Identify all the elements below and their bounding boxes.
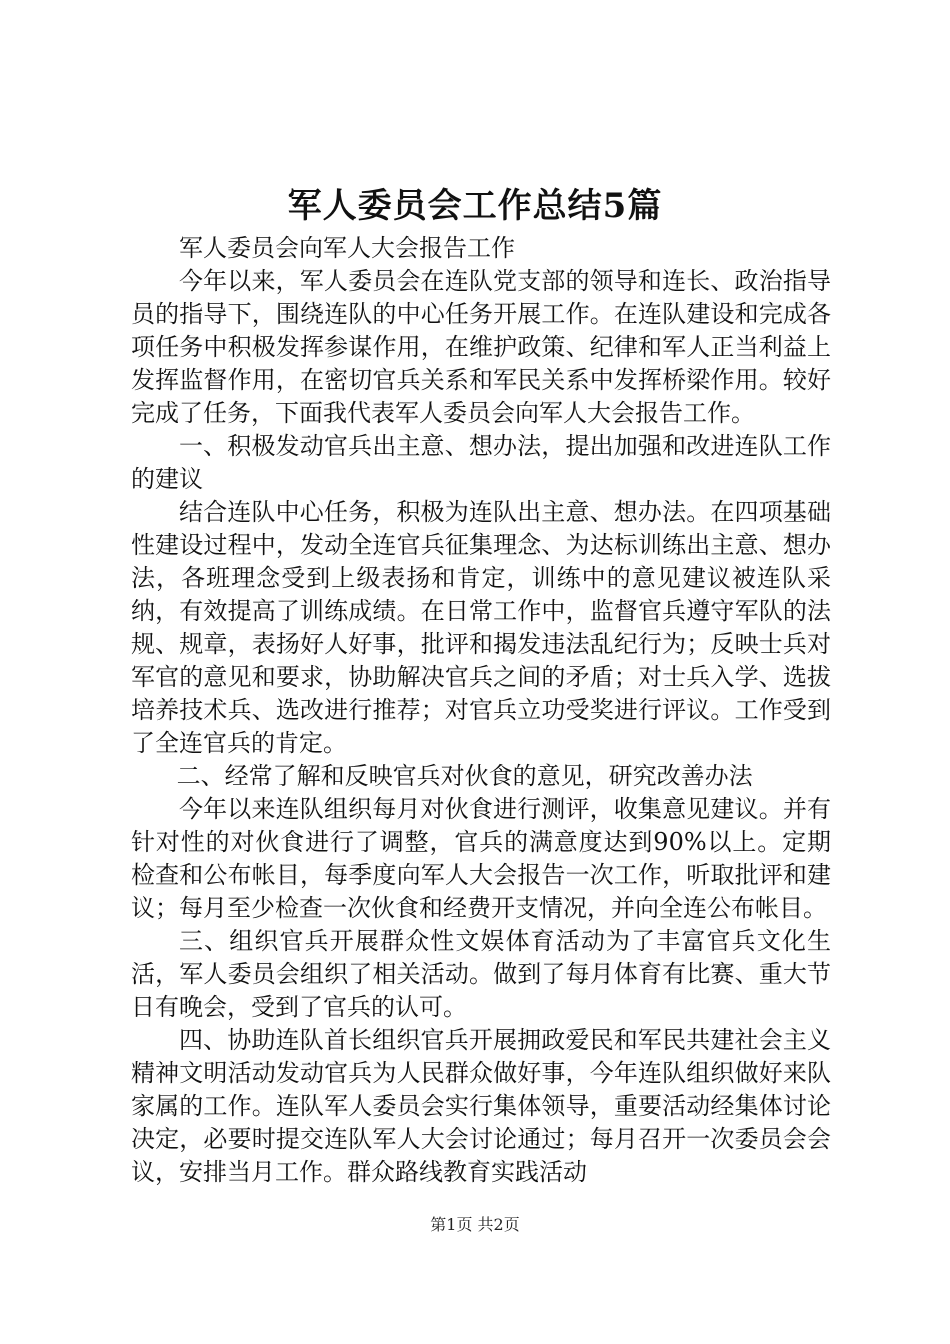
paragraph-section-4: 四、协助连队首长组织官兵开展拥政爱民和军民共建社会主义精神文明活动发动官兵为人民群众做好事，今年连队组织做好来队家属的工作。连队军人委员会实行集体领导，重要活动经集体讨论决定，必要时提交连队军人大会讨论通过；每月召开一次委员会会议，安排当月工作。群众路线教育实践活动 <box>131 1026 831 1186</box>
page-number-footer: 第1页 共2页 <box>430 1215 520 1234</box>
section-heading-2: 二、经常了解和反映官兵对伙食的意见，研究改善办法 <box>176 762 753 790</box>
paragraph-section-3: 三、组织官兵开展群众性文娱体育活动为了丰富官兵文化生活，军人委员会组织了相关活动。做到了每月体育有比赛、重大节日有晚会，受到了官兵的认可。 <box>131 927 831 1021</box>
section-heading-1: 一、积极发动官兵出主意、想办法，提出加强和改进连队工作的建议 <box>131 432 831 493</box>
document-title: 军人委员会工作总结5篇 <box>287 186 663 226</box>
document-body <box>131 232 831 1189</box>
paragraph-section-2: 今年以来连队组织每月对伙食进行测评，收集意见建议。并有针对性的对伙食进行了调整，官兵的满意度达到90%以上。定期检查和公布帐目，每季度向军人大会报告一次工作，听取批评和建议；每月至少检查一次伙食和经费开支情况，并向全连公布帐目。 <box>131 795 831 922</box>
paragraph-section-1: 结合连队中心任务，积极为连队出主意、想办法。在四项基础性建设过程中，发动全连官兵征集理念、为达标训练出主意、想办法，各班理念受到上级表扬和肯定，训练中的意见建议被连队采纳，有效提高了训练成绩。在日常工作中，监督官兵遵守军队的法规、规章，表扬好人好事，批评和揭发违法乱纪行为；反映士兵对军官的意见和要求，协助解决官兵之间的矛盾；对士兵入学、选拔培养技术兵、选改进行推荐；对官兵立功受奖进行评议。工作受到了全连官兵的肯定。 <box>131 498 831 757</box>
paragraph-subtitle: 军人委员会向军人大会报告工作 <box>179 234 515 262</box>
paragraph-intro: 今年以来，军人委员会在连队党支部的领导和连长、政治指导员的指导下，围绕连队的中心任务开展工作。在连队建设和完成各项任务中积极发挥参谋作用，在维护政策、纪律和军人正当利益上发挥监督作用，在密切官兵关系和军民关系中发挥桥梁作用。较好完成了任务，下面我代表军人委员会向军人大会报告工作。 <box>131 267 831 427</box>
